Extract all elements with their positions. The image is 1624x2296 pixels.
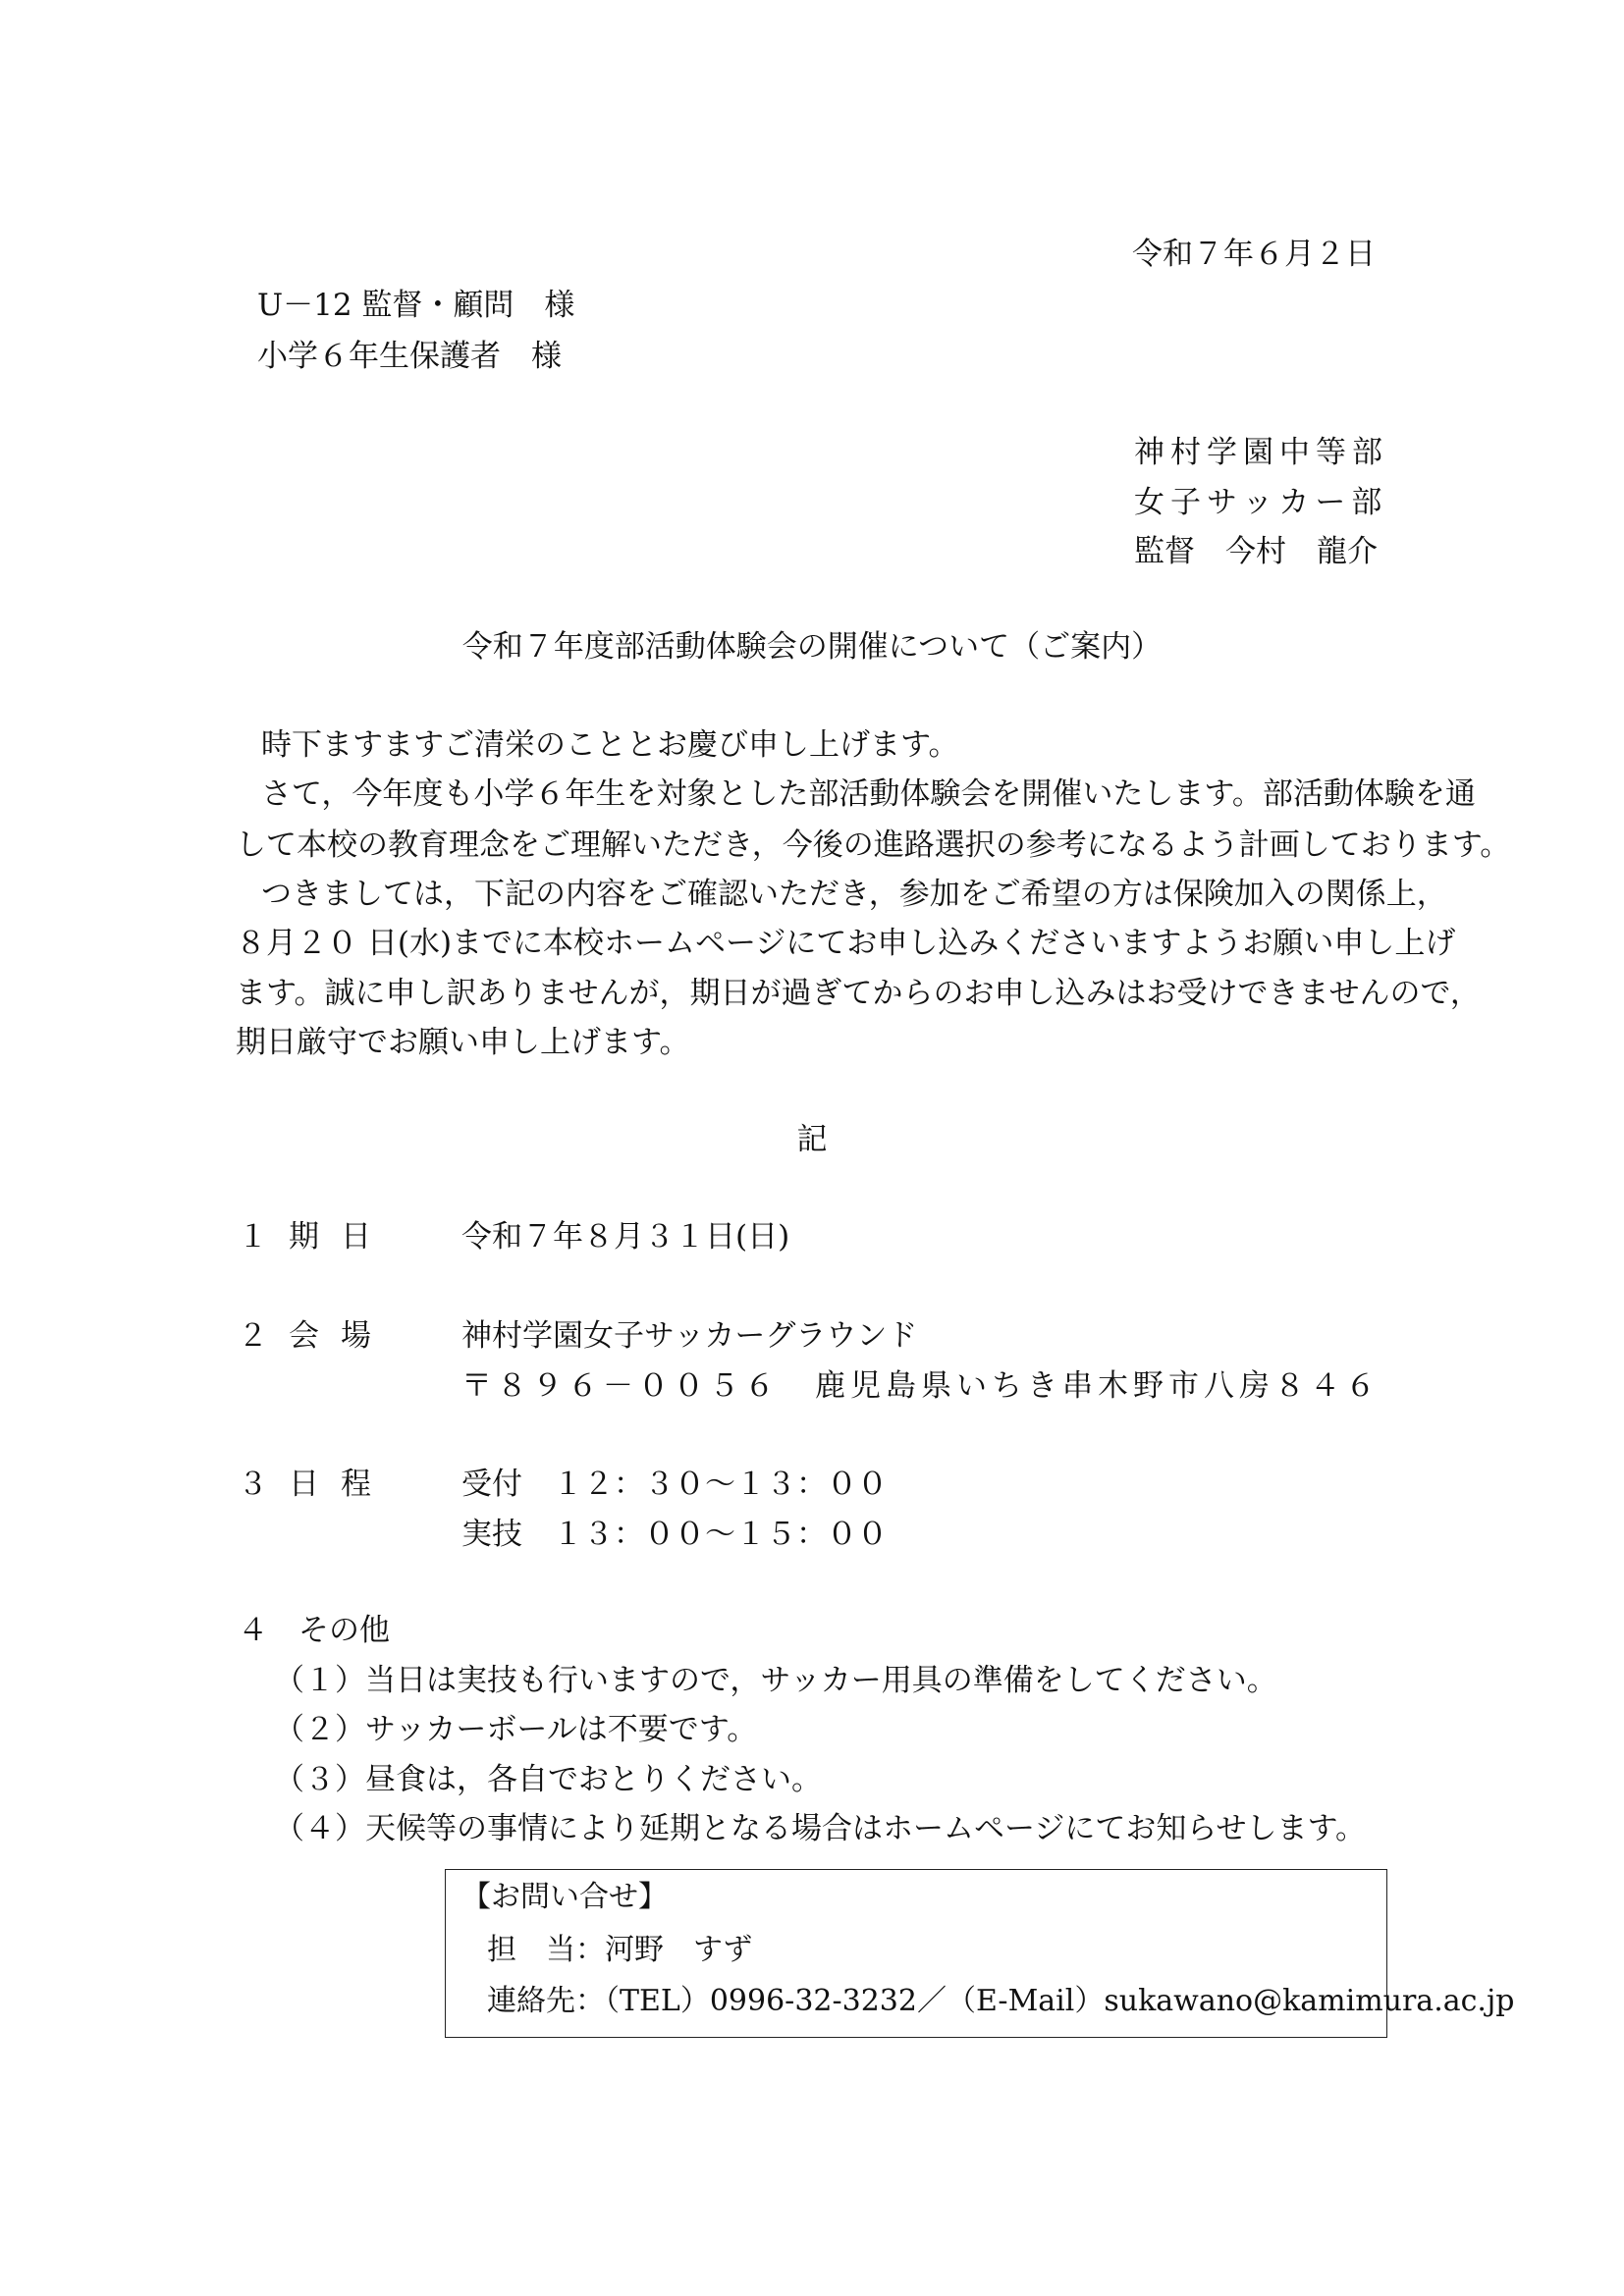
- other-note: （３）昼食は，各自でおとりください。: [274, 1762, 822, 1797]
- recipient-parents: 小学６年生保護者 様: [257, 339, 562, 374]
- schedule-practice: 実技 １３：００～１５：００: [461, 1517, 888, 1552]
- sender-coach: 監督 今村 龍介: [1134, 534, 1378, 569]
- schedule-reception: 受付 １２：３０～１３：００: [461, 1467, 888, 1502]
- venue-address: 〒８９６－００５６ 鹿児島県いちき串木野市八房８４６: [461, 1368, 1380, 1404]
- body-line: つきましては，下記の内容をご確認いただき，参加をご希望の方は保険加入の関係上，: [261, 877, 1447, 912]
- other-note: （１）当日は実技も行いますので，サッカー用具の準備をしてください。: [274, 1663, 1277, 1698]
- other-heading: ４ その他: [238, 1613, 390, 1648]
- item-number: １: [238, 1219, 268, 1255]
- document-title: 令和７年度部活動体験会の開催について（ご案内）: [461, 629, 1163, 665]
- other-note: （４）天候等の事情により延期となる場合はホームページにてお知らせします。: [274, 1811, 1366, 1846]
- body-line: さて，今年度も小学６年生を対象とした部活動体験会を開催いたします。部活動体験を通: [261, 776, 1476, 812]
- item-number: ２: [238, 1318, 268, 1354]
- item-label: 期日: [289, 1219, 393, 1255]
- contact-box: [445, 1869, 1515, 2038]
- letter-date: 令和７年６月２日: [1132, 237, 1376, 272]
- body-line: ます。誠に申し訳ありませんが，期日が過ぎてからのお申し込みはお受けできませんので，: [236, 976, 1481, 1011]
- item-value: 神村学園女子サッカーグラウンド: [461, 1318, 918, 1354]
- item-number: ３: [238, 1467, 268, 1502]
- body-line: 期日厳守でお願い申し上げます。: [236, 1025, 690, 1060]
- ki-heading: 記: [796, 1122, 828, 1157]
- contact-details: 連絡先：（TEL）0996-32-3232／（E-Mail）sukawano@kamimura.ac.jp: [487, 1984, 1515, 2018]
- item-label: 会場: [289, 1318, 393, 1354]
- body-line: して本校の教育理念をご理解いただき，今後の進路選択の参考になるよう計画しております。: [236, 828, 1511, 863]
- body-line: 時下ますますご清栄のこととお慶び申し上げます。: [261, 727, 959, 763]
- item-value: 令和７年８月３１日(日): [461, 1219, 790, 1255]
- other-note: （２）サッカーボールは不要です。: [274, 1712, 758, 1747]
- recipient-coaches: U－12 監督・顧問 様: [257, 288, 575, 323]
- body-line: ８月２０ 日(水)までに本校ホームページにてお申し込みくださいますようお願い申し上げ: [236, 926, 1456, 961]
- contact-heading: 【お問い合せ】: [461, 1880, 668, 1914]
- contact-person: 担 当：河野 すず: [487, 1933, 753, 1967]
- sender-club: 女子サッカー部: [1134, 485, 1388, 520]
- sender-school: 神村学園中等部: [1134, 435, 1388, 470]
- item-label: 日程: [289, 1467, 393, 1502]
